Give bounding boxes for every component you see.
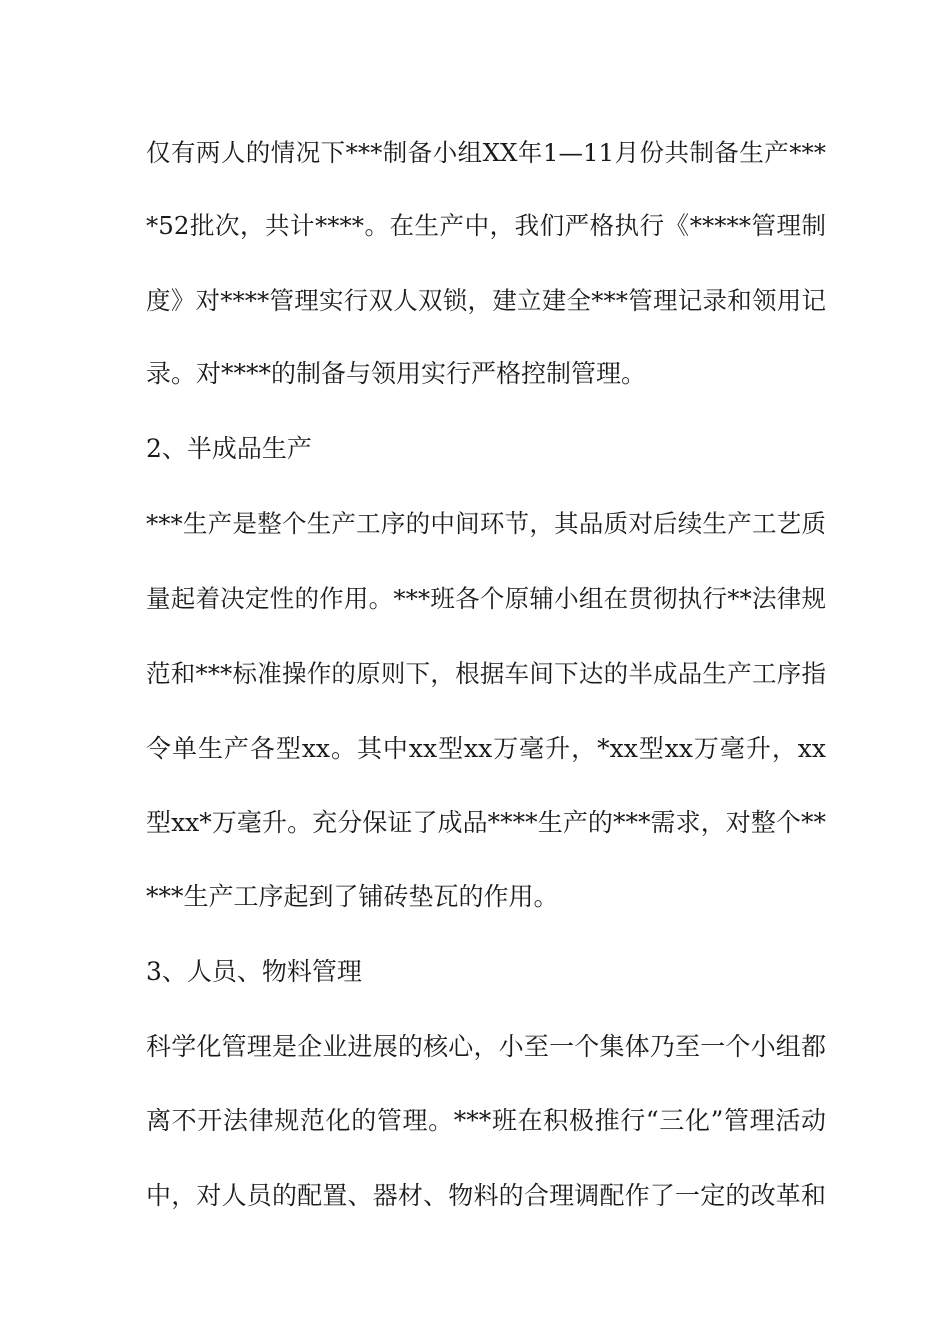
section-heading-3: 3、人员、物料管理 — [146, 957, 362, 986]
paragraph-2-line-6: ***生产工序起到了铺砖垫瓦的作用。 — [146, 882, 559, 911]
paragraph-3-line-1: 科学化管理是企业进展的核心，小至一个集体乃至一个小组都 — [146, 1032, 826, 1061]
paragraph-1-line-4: 录。对****的制备与领用实行严格控制管理。 — [146, 359, 647, 388]
paragraph-2-line-2: 量起着决定性的作用。***班各个原辅小组在贯彻执行**法律规 — [146, 584, 826, 613]
paragraph-2-line-4: 令单生产各型xx。其中xx型xx万毫升，*xx型xx万毫升，xx — [146, 734, 826, 763]
paragraph-1-line-2: *52批次，共计****。在生产中，我们严格执行《*****管理制 — [146, 211, 826, 240]
paragraph-2-line-5: 型xx*万毫升。充分保证了成品****生产的***需求，对整个** — [146, 808, 826, 837]
paragraph-2-line-3: 范和***标准操作的原则下，根据车间下达的半成品生产工序指 — [146, 659, 826, 688]
paragraph-3-line-3: 中，对人员的配置、器材、物料的合理调配作了一定的改革和 — [146, 1181, 826, 1210]
paragraph-1-line-1: 仅有两人的情况下***制备小组XX年1—11月份共制备生产*** — [146, 138, 826, 167]
paragraph-2-line-1: ***生产是整个生产工序的中间环节，其品质对后续生产工艺质 — [146, 509, 826, 538]
paragraph-1-line-3: 度》对****管理实行双人双锁，建立建全***管理记录和领用记 — [146, 286, 826, 315]
paragraph-3-line-2: 离不开法律规范化的管理。***班在积极推行“三化”管理活动 — [146, 1106, 826, 1135]
section-heading-2: 2、半成品生产 — [146, 434, 312, 463]
